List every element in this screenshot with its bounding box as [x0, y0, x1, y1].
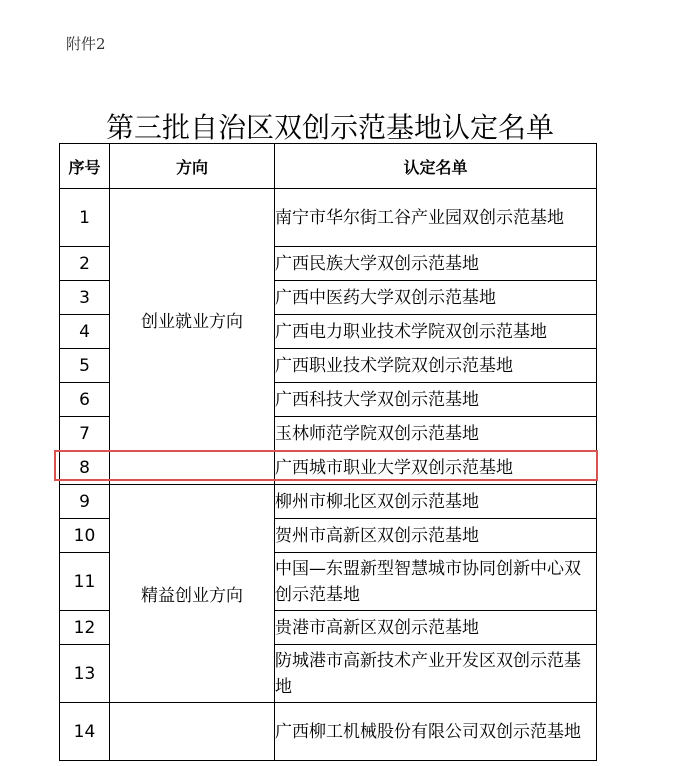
row-index: 12	[60, 611, 110, 645]
direction-cell-empty	[110, 703, 275, 761]
direction-cell-lean: 精益创业方向	[110, 485, 275, 703]
header-index: 序号	[60, 144, 110, 189]
row-name: 广西电力职业技术学院双创示范基地	[275, 315, 597, 349]
table-row	[60, 703, 597, 761]
direction-cell-employment: 创业就业方向	[110, 189, 275, 451]
certification-table	[59, 143, 597, 761]
row-index: 1	[60, 189, 110, 247]
row-index: 11	[60, 553, 110, 611]
table-header-row	[60, 144, 597, 189]
row-name: 中国—东盟新型智慧城市协同创新中心双创示范基地	[275, 553, 597, 611]
row-name: 贺州市高新区双创示范基地	[275, 519, 597, 553]
row-name: 广西柳工机械股份有限公司双创示范基地	[275, 703, 597, 761]
direction-cell-empty	[110, 451, 275, 485]
attachment-label: 附件2	[66, 35, 106, 53]
row-index: 5	[60, 349, 110, 383]
row-name: 广西科技大学双创示范基地	[275, 383, 597, 417]
table-row	[60, 189, 597, 247]
row-name: 柳州市柳北区双创示范基地	[275, 485, 597, 519]
row-name: 贵港市高新区双创示范基地	[275, 611, 597, 645]
row-index: 10	[60, 519, 110, 553]
row-index: 13	[60, 645, 110, 703]
header-direction: 方向	[110, 144, 275, 189]
row-name: 广西中医药大学双创示范基地	[275, 281, 597, 315]
row-index: 6	[60, 383, 110, 417]
header-name: 认定名单	[275, 144, 597, 189]
row-name: 玉林师范学院双创示范基地	[275, 417, 597, 451]
row-name: 防城港市高新技术产业开发区双创示范基地	[275, 645, 597, 703]
table-row-highlighted	[60, 451, 597, 485]
row-index: 9	[60, 485, 110, 519]
document-title: 第三批自治区双创示范基地认定名单	[105, 111, 554, 144]
row-name: 广西民族大学双创示范基地	[275, 247, 597, 281]
row-index: 8	[60, 451, 110, 485]
row-index: 14	[60, 703, 110, 761]
row-index: 3	[60, 281, 110, 315]
row-name: 广西职业技术学院双创示范基地	[275, 349, 597, 383]
row-index: 4	[60, 315, 110, 349]
row-name: 广西城市职业大学双创示范基地	[275, 451, 597, 485]
row-name: 南宁市华尔街工谷产业园双创示范基地	[275, 189, 597, 247]
table-row	[60, 485, 597, 519]
row-index: 2	[60, 247, 110, 281]
row-index: 7	[60, 417, 110, 451]
